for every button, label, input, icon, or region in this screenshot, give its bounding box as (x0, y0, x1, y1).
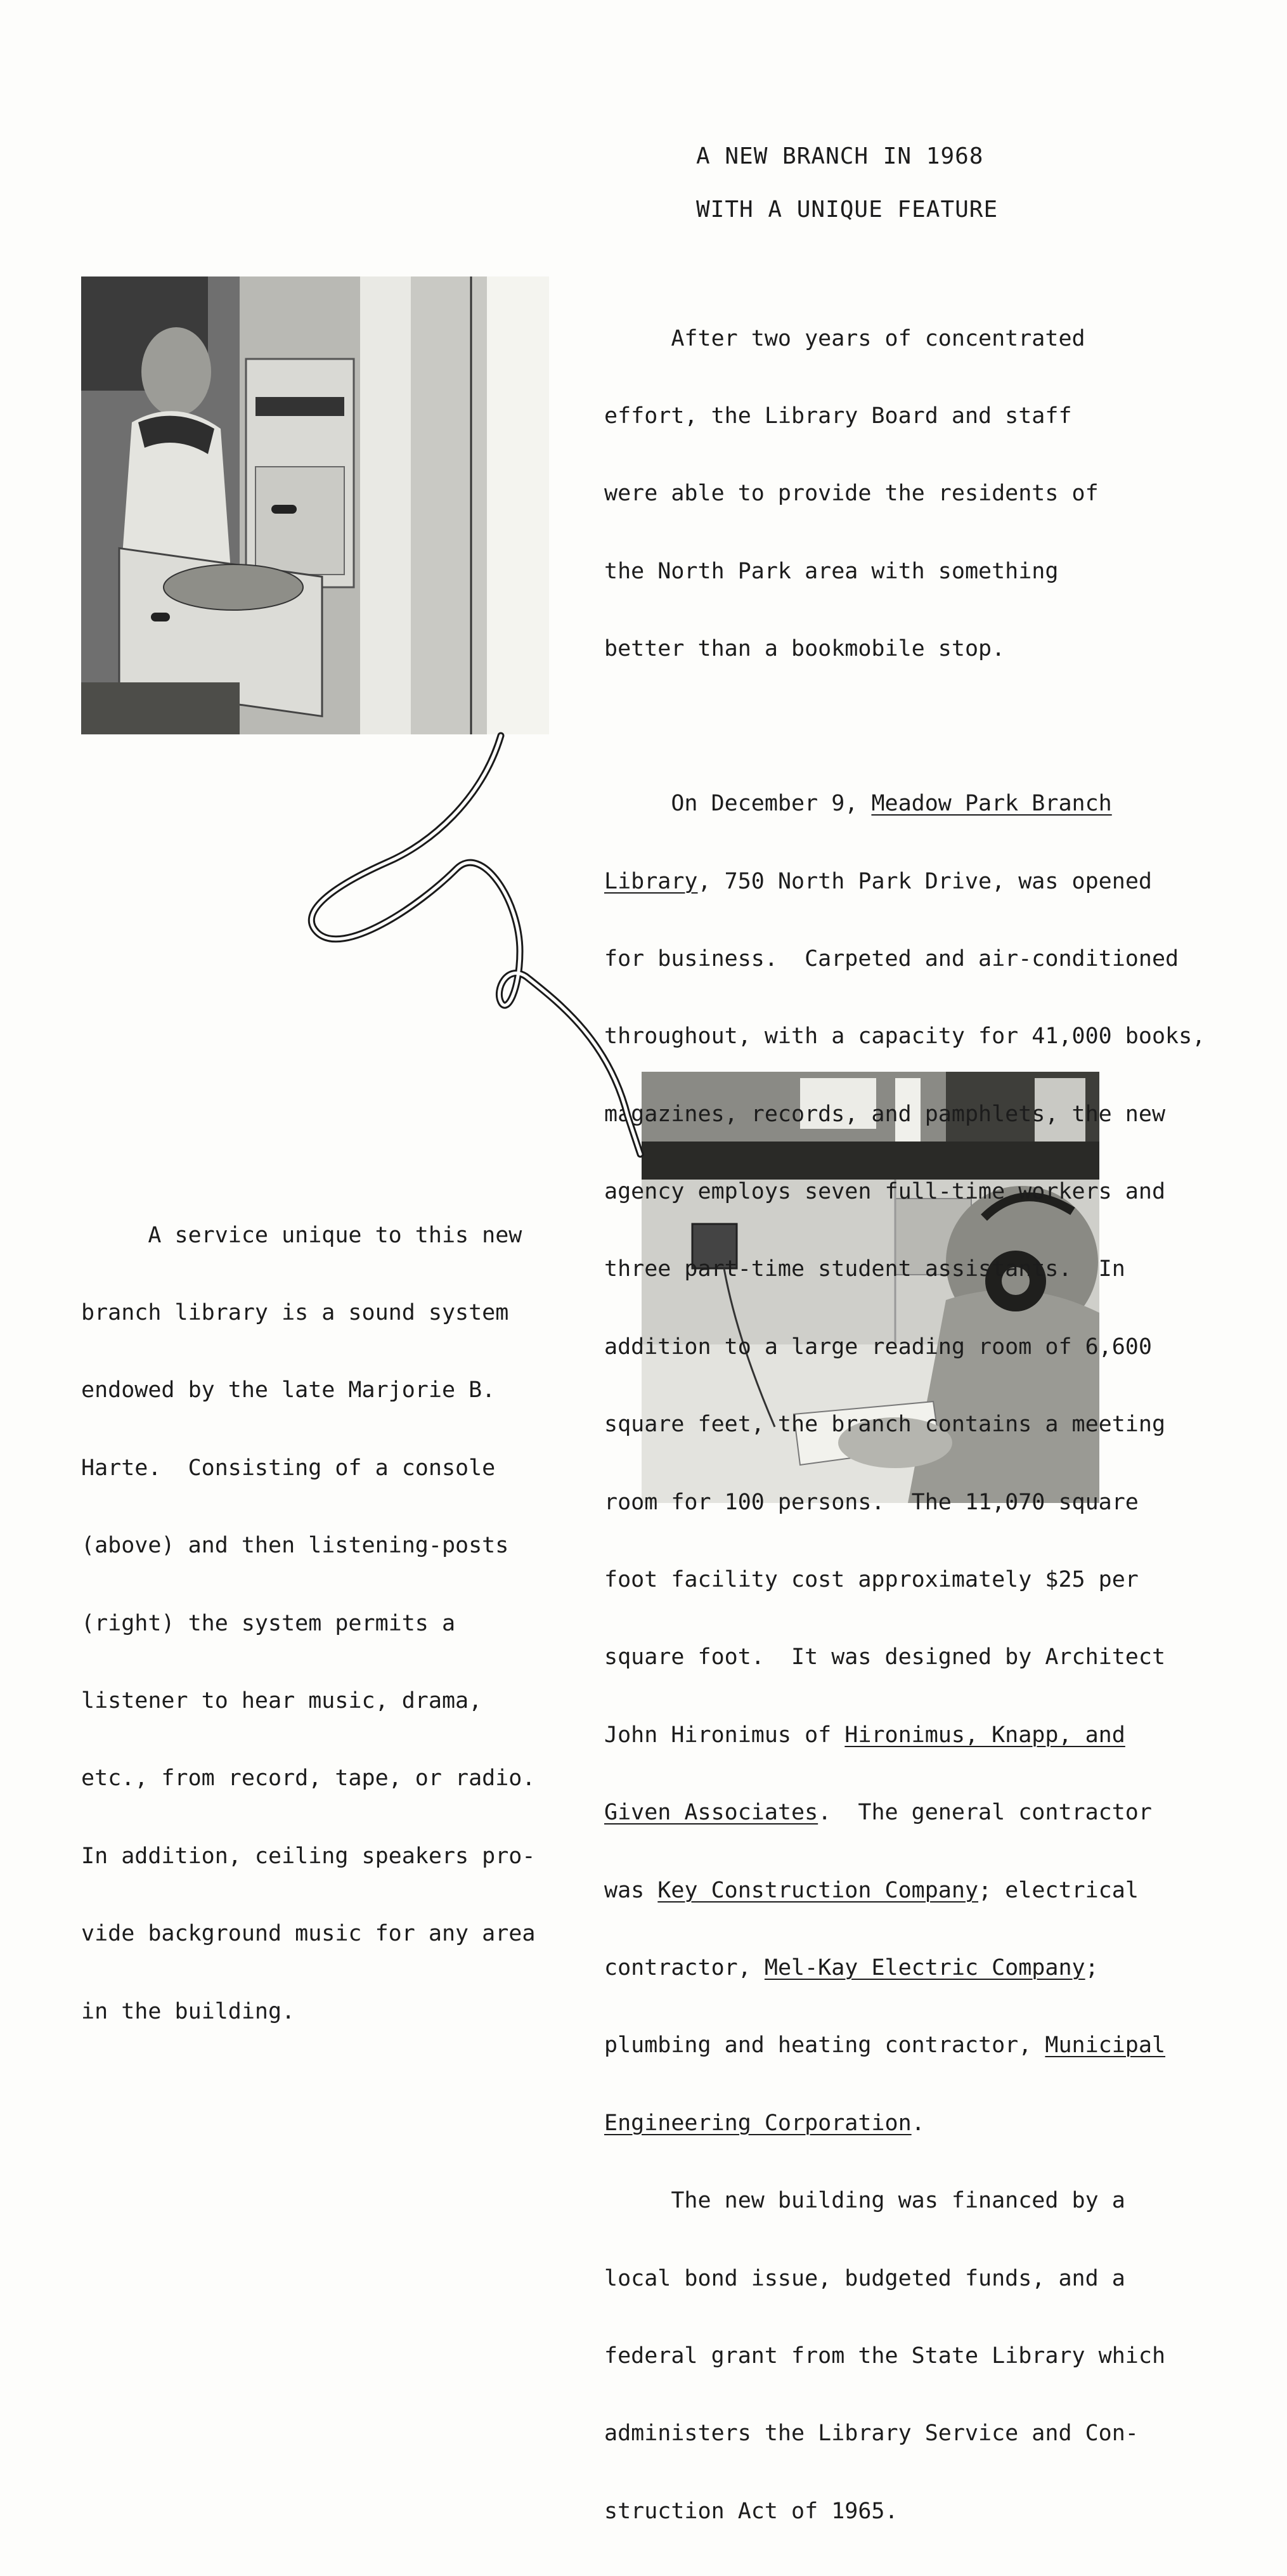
text-line: Library, 750 North Park Drive, was opened (604, 868, 1152, 894)
underlined-name: Engineering Corporation (604, 2110, 912, 2136)
text-line: better than a bookmobile stop. (604, 636, 1006, 662)
text-line: effort, the Library Board and staff (604, 403, 1072, 429)
caption-line: etc., from record, tape, or radio. (81, 1766, 536, 1792)
text-line: magazines, records, and pamphlets, the new (604, 1101, 1166, 1127)
text-line: foot facility cost approximately $25 per (604, 1567, 1139, 1593)
text-line: Engineering Corporation. (604, 2110, 925, 2136)
caption-line: (above) and then listening-posts (81, 1533, 509, 1559)
caption-line: branch library is a sound system (81, 1299, 509, 1325)
caption-line: listener to hear music, drama, (81, 1688, 482, 1714)
text-line: struction Act of 1965. (604, 2498, 898, 2524)
caption-line: A service unique to this new (81, 1222, 522, 1248)
text-line: Given Associates. The general contractor (604, 1800, 1152, 1826)
text-line: room for 100 persons. The 11,070 square (604, 1489, 1139, 1515)
paragraph-gap (604, 714, 1205, 739)
text-line: plumbing and heating contractor, Municipal (604, 2033, 1166, 2059)
main-article-text (604, 274, 1205, 2576)
text-line: for business. Carpeted and air-conditioned (604, 946, 1179, 972)
underlined-name: Mel-Kay Electric Company (764, 1955, 1085, 1981)
caption-line: vide background music for any area (81, 1921, 536, 1947)
text-line: John Hironimus of Hironimus, Knapp, and (604, 1722, 1125, 1748)
text-line: was Key Construction Company; electrical (604, 1877, 1139, 1903)
text-line: administers the Library Service and Con- (604, 2421, 1139, 2447)
console-photo (81, 276, 549, 734)
text-line: After two years of concentrated (604, 325, 1085, 351)
text-line: contractor, Mel-Kay Electric Company; (604, 1955, 1099, 1981)
text-line: federal grant from the State Library which (604, 2343, 1166, 2369)
text-line: On December 9, Meadow Park Branch (604, 791, 1112, 817)
page-subtitle: WITH A UNIQUE FEATURE (696, 197, 999, 223)
text-line: square foot. It was designed by Architect (604, 1644, 1166, 1670)
text-line: the North Park area with something (604, 558, 1059, 584)
underlined-name: Hironimus, Knapp, and (844, 1722, 1125, 1748)
underlined-name: Meadow Park Branch (871, 791, 1112, 817)
text-line: square feet, the branch contains a meeting (604, 1412, 1166, 1438)
underlined-name: Library (604, 868, 698, 894)
caption-line: in the building. (81, 1998, 295, 2024)
text-line: were able to provide the residents of (604, 481, 1099, 507)
text-line: local bond issue, budgeted funds, and a (604, 2265, 1125, 2291)
underlined-name: Key Construction Company (657, 1877, 979, 1903)
caption-line: Harte. Consisting of a console (81, 1455, 496, 1481)
text-line: agency employs seven full-time workers and (604, 1179, 1166, 1205)
text-line: throughout, with a capacity for 41,000 books, (604, 1024, 1206, 1050)
caption-line: endowed by the late Marjorie B. (81, 1377, 496, 1403)
text-line: three part-time student assistants. In (604, 1256, 1125, 1282)
page-title: A NEW BRANCH IN 1968 (696, 143, 984, 169)
text-line: addition to a large reading room of 6,600 (604, 1334, 1152, 1360)
caption-line: In addition, ceiling speakers pro- (81, 1843, 536, 1869)
text-line: The new building was financed by a (604, 2188, 1125, 2214)
caption-line: (right) the system permits a (81, 1610, 456, 1636)
underlined-name: Municipal (1045, 2033, 1166, 2059)
underlined-name: Given Associates (604, 1800, 818, 1826)
